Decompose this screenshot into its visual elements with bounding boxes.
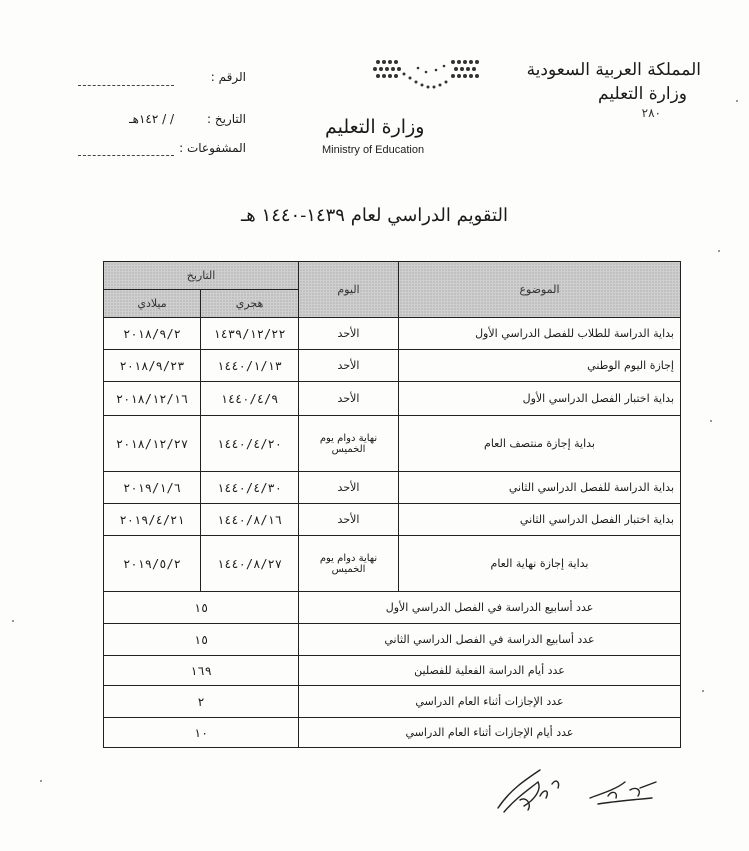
summary-row — [104, 592, 681, 624]
row-subject: بداية اختبار الفصل الدراسي الثاني — [399, 504, 681, 536]
ref-label: الرقم : — [210, 70, 246, 84]
scan-speck — [702, 690, 704, 692]
row-subject: بداية إجازة منتصف العام — [399, 416, 681, 472]
summary-value: ١٥ — [104, 624, 299, 656]
summary-value: ١٠ — [104, 718, 299, 748]
summary-label: عدد أيام الدراسة الفعلية للفصلين — [299, 656, 681, 686]
table-row — [104, 382, 681, 416]
kingdom-header — [527, 58, 701, 120]
summary-row — [104, 656, 681, 686]
row-day: الأحد — [299, 504, 399, 536]
row-day: نهاية دوام يوم الخميس — [299, 536, 399, 592]
ref-field — [78, 84, 174, 86]
document-number-mark: ٢٨٠ — [641, 106, 661, 120]
date-label: التاريخ : — [206, 112, 246, 126]
row-subject: بداية الدراسة للطلاب للفصل الدراسي الأول — [399, 318, 681, 350]
header-hijri: هجري — [201, 290, 299, 318]
row-subject: إجازة اليوم الوطني — [399, 350, 681, 382]
ministry-name: وزارة التعليم — [598, 84, 687, 104]
row-gregorian: ٢٠١٩/١/٦ — [104, 472, 201, 504]
attachments-label: المشفوعات : — [179, 141, 246, 155]
table-row — [104, 318, 681, 350]
row-hijri: ١٤٤٠/٤/٣٠ — [201, 472, 299, 504]
summary-label: عدد الإجازات أثناء العام الدراسي — [299, 686, 681, 718]
logo-ministry-english: Ministry of Education — [322, 144, 425, 156]
row-hijri: ١٤٤٠/٨/٢٧ — [201, 536, 299, 592]
row-hijri: ١٤٤٠/٤/٢٠ — [201, 416, 299, 472]
scan-speck — [710, 420, 712, 422]
logo-ministry-arabic: وزارة التعليم — [325, 116, 425, 138]
row-gregorian: ٢٠١٩/٤/٢١ — [104, 504, 201, 536]
row-hijri: ١٤٤٠/١/١٣ — [201, 350, 299, 382]
academic-calendar-table — [103, 261, 681, 748]
summary-label: عدد أسابيع الدراسة في الفصل الدراسي الثاني — [299, 624, 681, 656]
handwritten-signature — [480, 760, 670, 830]
header-subject: الموضوع — [399, 262, 681, 318]
row-hijri: ١٤٤٠/٨/١٦ — [201, 504, 299, 536]
date-value: / / ١٤٢هـ — [129, 112, 174, 126]
row-day: الأحد — [299, 472, 399, 504]
row-gregorian: ٢٠١٩/٥/٢ — [104, 536, 201, 592]
row-hijri: ١٤٤٠/٤/٩ — [201, 382, 299, 416]
row-hijri: ١٤٣٩/١٢/٢٢ — [201, 318, 299, 350]
row-gregorian: ٢٠١٨/١٢/٢٧ — [104, 416, 201, 472]
summary-row — [104, 718, 681, 748]
row-gregorian: ٢٠١٨/٩/٢ — [104, 318, 201, 350]
header-date: التاريخ — [104, 262, 299, 290]
row-day: الأحد — [299, 350, 399, 382]
scan-speck — [718, 250, 720, 252]
row-day: نهاية دوام يوم الخميس — [299, 416, 399, 472]
summary-label: عدد أيام الإجازات أثناء العام الدراسي — [299, 718, 681, 748]
scan-speck — [40, 780, 42, 782]
summary-value: ١٦٩ — [104, 656, 299, 686]
summary-label: عدد أسابيع الدراسة في الفصل الدراسي الأول — [299, 592, 681, 624]
header-day: اليوم — [299, 262, 399, 318]
table-row — [104, 504, 681, 536]
table-row — [104, 416, 681, 472]
table-row — [104, 472, 681, 504]
row-subject: بداية اختبار الفصل الدراسي الأول — [399, 382, 681, 416]
header-gregorian: ميلادي — [104, 290, 201, 318]
summary-value: ١٥ — [104, 592, 299, 624]
row-day: الأحد — [299, 318, 399, 350]
row-subject: بداية الدراسة للفصل الدراسي الثاني — [399, 472, 681, 504]
summary-row — [104, 686, 681, 718]
row-subject: بداية إجازة نهاية العام — [399, 536, 681, 592]
scan-speck — [12, 620, 14, 622]
table-row — [104, 536, 681, 592]
row-gregorian: ٢٠١٨/٩/٢٣ — [104, 350, 201, 382]
summary-row — [104, 624, 681, 656]
row-day: الأحد — [299, 382, 399, 416]
kingdom-name: المملكة العربية السعودية — [526, 60, 701, 80]
document-title: التقويم الدراسي لعام ١٤٣٩-١٤٤٠ هـ — [241, 205, 508, 226]
summary-value: ٢ — [104, 686, 299, 718]
row-gregorian: ٢٠١٨/١٢/١٦ — [104, 382, 201, 416]
scan-speck — [736, 100, 738, 102]
attachments-field — [78, 154, 174, 156]
table-row — [104, 350, 681, 382]
